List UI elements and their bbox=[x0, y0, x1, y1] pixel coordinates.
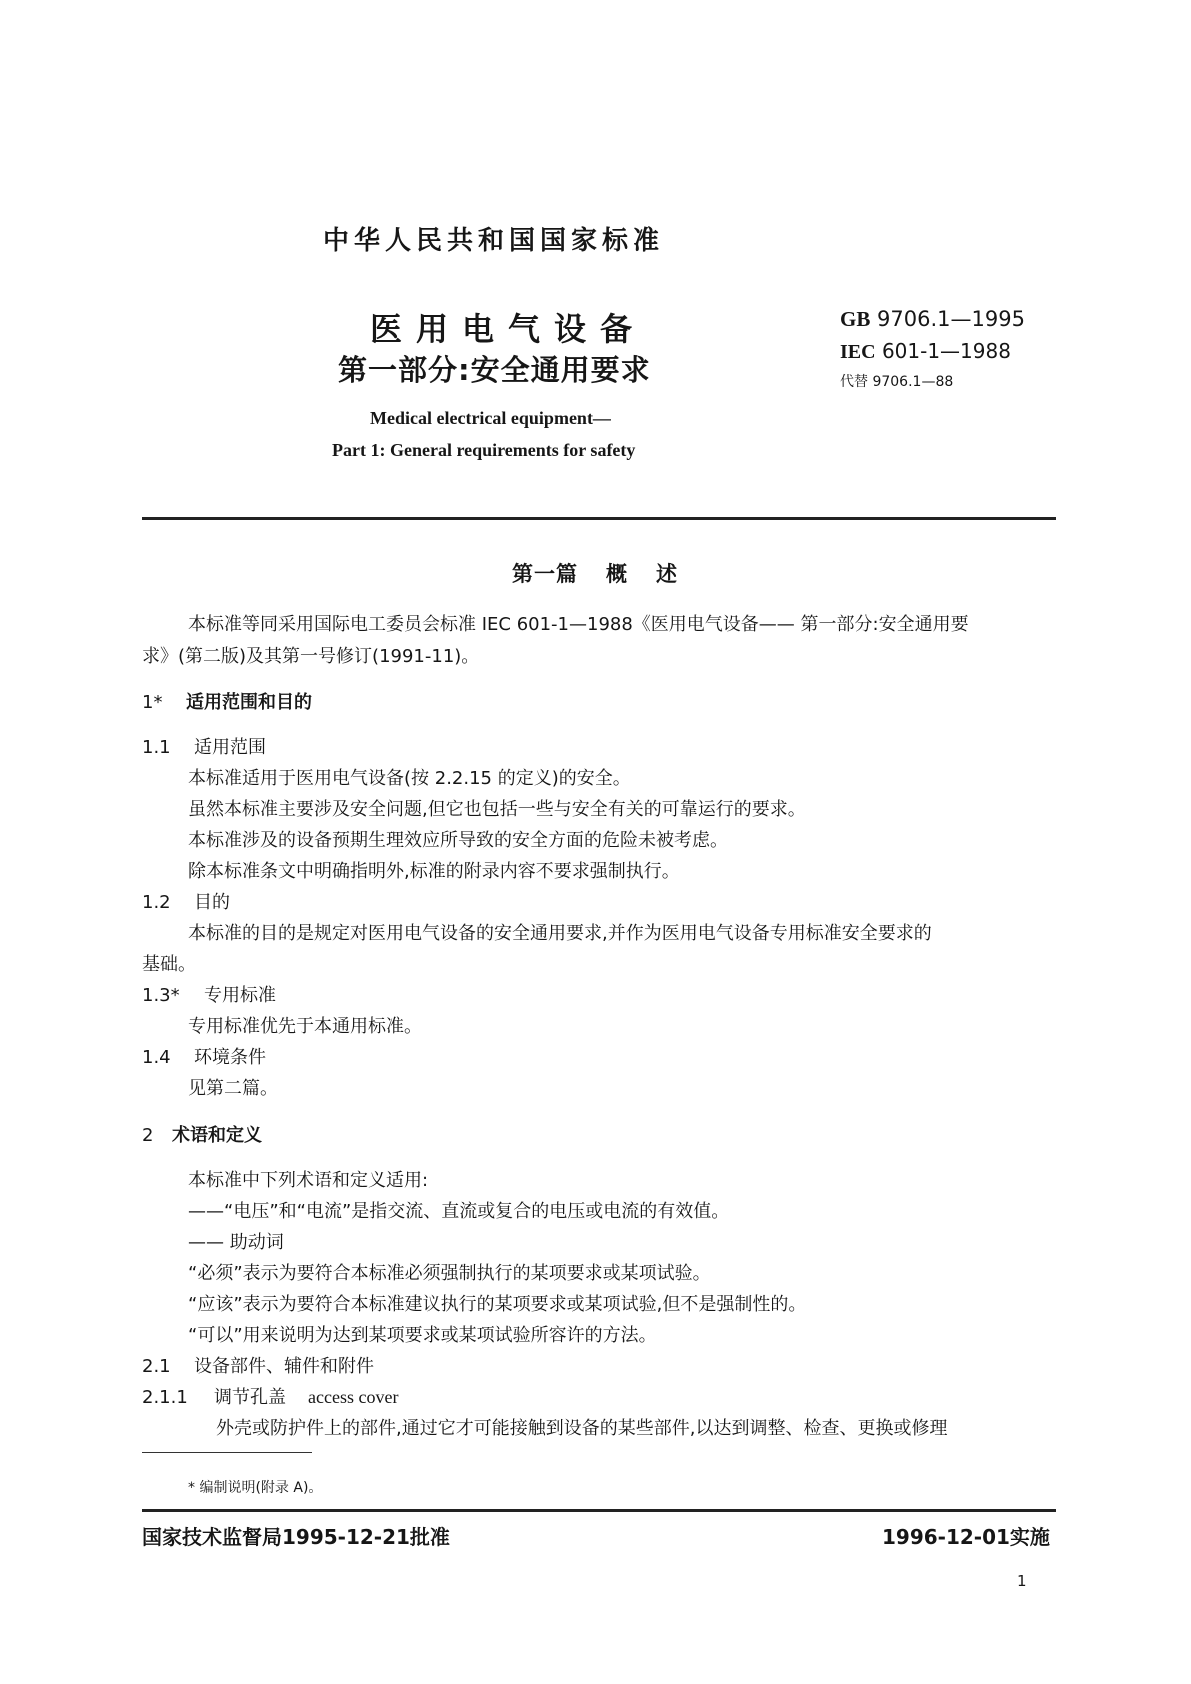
intro-line-2: 求》(第二版)及其第一号修订(1991-11)。 bbox=[142, 646, 480, 667]
section-1-1-number: 1.1 bbox=[142, 737, 171, 758]
section-1-title: 适用范围和目的 bbox=[186, 692, 312, 713]
section-1-number: 1* bbox=[142, 692, 163, 713]
national-standard-label: 中华人民共和国国家标准 bbox=[323, 226, 665, 256]
section-2-para-1: 本标准中下列术语和定义适用: bbox=[188, 1170, 429, 1191]
footnote-divider bbox=[142, 1452, 312, 1453]
section-2-1-1-english-term: access cover bbox=[308, 1387, 399, 1407]
section-1-4-heading bbox=[142, 1043, 266, 1069]
section-2-para-4: “必须”表示为要符合本标准必须强制执行的某项要求或某项试验。 bbox=[188, 1263, 711, 1284]
title-cn-line2: 第一部分:安全通用要求 bbox=[338, 353, 651, 387]
footer-divider bbox=[142, 1509, 1056, 1512]
effective-date: 1996-12-01实施 bbox=[882, 1525, 1050, 1549]
section-1-2-heading bbox=[142, 888, 230, 914]
title-en-line2: Part 1: General requirements for safety bbox=[332, 440, 636, 460]
section-2-1-heading bbox=[142, 1352, 374, 1378]
section-1-1-para-1: 本标准适用于医用电气设备(按 2.2.15 的定义)的安全。 bbox=[188, 768, 631, 789]
replaces-label: 代替 bbox=[840, 374, 868, 390]
section-1-1-para-3: 本标准涉及的设备预期生理效应所导致的安全方面的危险未被考虑。 bbox=[188, 830, 728, 851]
section-1-4-para-1: 见第二篇。 bbox=[188, 1078, 278, 1099]
title-en-line1: Medical electrical equipment— bbox=[370, 408, 611, 428]
section-2-1-1-title: 调节孔盖 bbox=[214, 1387, 286, 1408]
gb-prefix: GB bbox=[840, 307, 871, 331]
part-heading bbox=[512, 558, 678, 588]
section-2-para-5: “应该”表示为要符合本标准建议执行的某项要求或某项试验,但不是强制性的。 bbox=[188, 1294, 807, 1315]
gb-number: 9706.1—1995 bbox=[877, 307, 1025, 331]
section-1-2-title: 目的 bbox=[194, 892, 230, 913]
replaces-number: 9706.1—88 bbox=[872, 374, 954, 390]
section-1-heading bbox=[142, 688, 312, 714]
page-number: 1 bbox=[1017, 1572, 1027, 1590]
section-2-heading bbox=[142, 1121, 262, 1147]
title-cn-line1: 医用电气设备 bbox=[370, 310, 647, 348]
footnote: * 编制说明(附录 A)。 bbox=[188, 1480, 323, 1496]
part-heading-word1: 第一篇 bbox=[512, 562, 578, 586]
section-2-para-2: ——“电压”和“电流”是指交流、直流或复合的电压或电流的有效值。 bbox=[188, 1201, 730, 1222]
header-divider bbox=[142, 517, 1056, 520]
section-1-2-para-1: 本标准的目的是规定对医用电气设备的安全通用要求,并作为医用电气设备专用标准安全要求的 bbox=[188, 923, 932, 944]
iec-standard-code bbox=[840, 339, 1011, 364]
section-2-1-number: 2.1 bbox=[142, 1356, 171, 1377]
iec-number: 601-1—1988 bbox=[881, 339, 1011, 363]
gb-standard-code bbox=[840, 307, 1025, 332]
part-heading-word3: 述 bbox=[656, 562, 678, 586]
section-2-1-title: 设备部件、辅件和附件 bbox=[194, 1356, 374, 1377]
section-1-2-para-1-cont: 基础。 bbox=[142, 954, 196, 975]
replaces-code bbox=[840, 371, 953, 391]
section-2-1-1-heading bbox=[142, 1383, 398, 1409]
section-2-title: 术语和定义 bbox=[172, 1125, 262, 1146]
section-2-1-1-number: 2.1.1 bbox=[142, 1387, 188, 1408]
section-1-4-number: 1.4 bbox=[142, 1047, 171, 1068]
section-2-number: 2 bbox=[142, 1125, 154, 1146]
section-1-1-para-4: 除本标准条文中明确指明外,标准的附录内容不要求强制执行。 bbox=[188, 861, 680, 882]
intro-line-1: 本标准等同采用国际电工委员会标准 IEC 601-1—1988《医用电气设备—— 第一部分:安全通用要 bbox=[188, 614, 969, 635]
section-1-3-heading bbox=[142, 981, 276, 1007]
section-1-3-title: 专用标准 bbox=[204, 985, 276, 1006]
section-1-3-para-1: 专用标准优先于本通用标准。 bbox=[188, 1016, 422, 1037]
section-1-4-title: 环境条件 bbox=[194, 1047, 266, 1068]
section-2-1-1-para-1: 外壳或防护件上的部件,通过它才可能接触到设备的某些部件,以达到调整、检查、更换或修理 bbox=[216, 1418, 948, 1439]
part-heading-word2: 概 bbox=[606, 562, 628, 586]
section-2-para-6: “可以”用来说明为达到某项要求或某项试验所容许的方法。 bbox=[188, 1325, 657, 1346]
section-1-2-number: 1.2 bbox=[142, 892, 171, 913]
section-2-para-3: —— 助动词 bbox=[188, 1232, 284, 1253]
approval-date: 国家技术监督局1995-12-21批准 bbox=[142, 1525, 450, 1549]
section-1-1-para-2: 虽然本标准主要涉及安全问题,但它也包括一些与安全有关的可靠运行的要求。 bbox=[188, 799, 806, 820]
section-1-1-title: 适用范围 bbox=[194, 737, 266, 758]
section-1-3-number: 1.3* bbox=[142, 985, 180, 1006]
section-1-1-heading bbox=[142, 733, 266, 759]
iec-prefix: IEC bbox=[840, 341, 876, 363]
